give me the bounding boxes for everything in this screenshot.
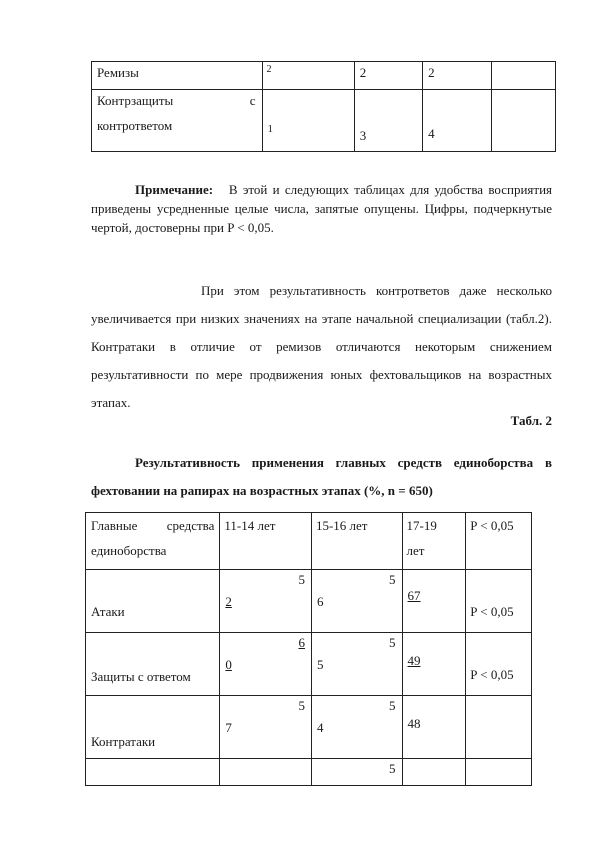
table-cell: [311, 759, 402, 786]
table-row: [92, 62, 556, 90]
table-cell: [311, 633, 402, 696]
table-cell: [220, 696, 312, 759]
cell-value: 5: [316, 657, 324, 672]
header-text: 15-16 лет: [315, 518, 368, 533]
cell-value: 49: [407, 653, 421, 668]
table-cell: [86, 759, 220, 786]
cell-top-value: 5: [389, 761, 396, 776]
table-cell: [423, 90, 491, 152]
header-cell: [311, 513, 402, 570]
cell-value: P < 0,05: [470, 667, 514, 682]
cell-value: 2: [225, 594, 232, 609]
cell-value: P < 0,05: [470, 604, 514, 619]
table-cell: [262, 62, 354, 90]
cell-value: 2: [359, 65, 367, 80]
table-row: [86, 570, 532, 633]
cell-value: 4: [428, 126, 435, 141]
row-label: Защиты с ответом: [91, 669, 191, 684]
row-label-end: с: [249, 93, 256, 108]
table-row: [86, 696, 532, 759]
header-text: единоборства: [91, 543, 167, 558]
table-cell: [354, 90, 422, 152]
table-1: [91, 61, 556, 152]
body-paragraph: [91, 277, 552, 417]
note-label: Примечание:: [135, 182, 214, 197]
table-cell: [402, 633, 466, 696]
table-note: [91, 180, 552, 237]
table-header-row: [86, 513, 532, 570]
cell-top-value: 5: [298, 698, 305, 713]
row-label: Контратаки: [91, 734, 156, 749]
header-text: P < 0,05: [470, 518, 514, 533]
table-2: [85, 512, 532, 786]
table-cell: [92, 62, 263, 90]
cell-value: 67: [407, 588, 421, 603]
row-label: Атаки: [91, 604, 125, 619]
table-cell: [86, 633, 220, 696]
table-caption: [91, 449, 552, 505]
table-cell: [466, 696, 532, 759]
table-row: [86, 759, 532, 786]
table-cell: [402, 759, 466, 786]
row-label-line2: контрответом: [97, 118, 173, 133]
table-cell: [311, 696, 402, 759]
header-cell: [402, 513, 466, 570]
cell-top-value: 6: [298, 635, 305, 650]
table-cell: [262, 90, 354, 152]
cell-value: 48: [407, 716, 421, 731]
cell-top-value: 5: [389, 572, 396, 587]
paragraph-text: При этом результативность контрответов даже несколько увеличивается при низких значениях на этапе начальной специализации (табл.2). Контратаки в отличие от ремизов отличаются некоторым снижением результативности по мере продвижения юных фехтовальщиков на возрастных этапах.: [91, 283, 552, 410]
table-row: [86, 633, 532, 696]
cell-value: 6: [316, 594, 324, 609]
cell-value: 4: [316, 720, 324, 735]
table-cell: [466, 633, 532, 696]
note-text: В этой и следующих таблицах для удобства восприятия приведены усредненные целые числа, запятые опущены. Цифры, подчеркнутые чертой, достоверны при P < 0,05.: [91, 182, 553, 235]
header-cell: [220, 513, 312, 570]
cell-top-value: 5: [389, 698, 396, 713]
table-cell: [466, 570, 532, 633]
table-cell: [220, 570, 312, 633]
cell-top-value: 5: [298, 572, 305, 587]
cell-value: 2: [428, 65, 435, 80]
table-cell: [354, 62, 422, 90]
cell-value: 1: [267, 123, 274, 135]
table-cell: [423, 62, 491, 90]
header-text: 17-19: [406, 518, 437, 533]
cell-value: 7: [225, 720, 232, 735]
table-cell: [220, 633, 312, 696]
table-cell: [466, 759, 532, 786]
table-cell: [491, 62, 555, 90]
cell-value: 0: [225, 657, 232, 672]
table-cell: [92, 90, 263, 152]
table-cell: [220, 759, 312, 786]
table-cell: [311, 570, 402, 633]
caption-text: Результативность применения главных средств единоборства в фехтовании на рапирах на возрастных этапах (%, n = 650): [91, 455, 552, 498]
table-cell: [491, 90, 555, 152]
header-text: 11-14 лет: [224, 518, 276, 533]
table-cell: [402, 696, 466, 759]
header-text: лет: [406, 543, 425, 558]
cell-value: 3: [359, 128, 367, 143]
table-cell: [402, 570, 466, 633]
cell-top-value: 5: [389, 635, 396, 650]
header-text: Главные: [91, 518, 138, 533]
cell-value: 2: [266, 64, 272, 75]
table-row: [92, 90, 556, 152]
header-cell: [86, 513, 220, 570]
table-number: Табл. 2: [510, 413, 552, 428]
row-label: Контрзащиты: [97, 93, 174, 108]
row-label: Ремизы: [97, 65, 139, 80]
header-text: средства: [166, 518, 215, 533]
table-cell: [86, 570, 220, 633]
header-cell: [466, 513, 532, 570]
table-cell: [86, 696, 220, 759]
